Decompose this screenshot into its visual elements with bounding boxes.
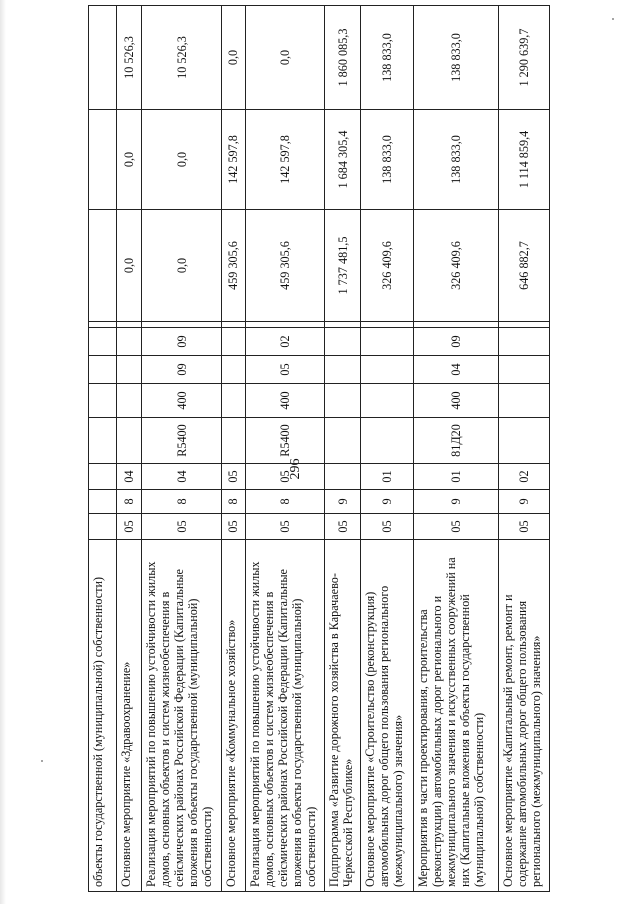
cell-rz — [325, 328, 360, 356]
cell-rz — [498, 328, 549, 356]
cell-vr — [116, 356, 142, 384]
cell-om — [325, 464, 360, 490]
cell-name: Мероприятия в части проектирования, строительства (реконструкции) автомобильных дорог регионального и межмуниципального значения и искусственных сооружений на них (Капитальные вложения в объекты государственной (муниципальной) собственности) — [413, 540, 498, 892]
cell-v2: 142 597,8 — [245, 110, 325, 210]
cell-pr — [116, 322, 142, 328]
cell-v3: 1 860 085,3 — [325, 6, 360, 110]
table-row — [413, 6, 498, 892]
cell-name: Основное мероприятие «Строительство (реконструкция) автомобильных дорог общего пользования регионального (межмуниципального) значения» — [360, 540, 413, 892]
cell-vr: 05 — [245, 356, 325, 384]
cell-vr: 09 — [142, 356, 222, 384]
cell-cs — [498, 418, 549, 464]
table-row — [498, 6, 549, 892]
cell-cs — [360, 418, 413, 464]
cell-v2: 0,0 — [116, 110, 142, 210]
page-number: 296 — [288, 458, 303, 480]
cell-pr — [498, 322, 549, 328]
cell-grbs: 400 — [413, 384, 498, 418]
cell-rz: 02 — [245, 328, 325, 356]
cell-gp: 05 — [413, 514, 498, 540]
cell-pr — [222, 322, 245, 328]
cell-v2 — [89, 110, 117, 210]
cell-om: 01 — [413, 464, 498, 490]
cell-grbs: 400 — [142, 384, 222, 418]
cell-v3: 1 290 639,7 — [498, 6, 549, 110]
cell-grbs — [360, 384, 413, 418]
cell-pgp: 8 — [116, 490, 142, 514]
cell-vr — [325, 356, 360, 384]
scan-speck — [612, 18, 614, 20]
scan-speck — [41, 760, 43, 762]
cell-vr — [89, 356, 117, 384]
table-row — [142, 6, 222, 892]
cell-grbs — [89, 384, 117, 418]
table-row — [222, 6, 245, 892]
cell-grbs — [116, 384, 142, 418]
cell-name: Основное мероприятие «Коммунальное хозяйство» — [222, 540, 245, 892]
cell-v3: 10 526,3 — [116, 6, 142, 110]
cell-v2: 142 597,8 — [222, 110, 245, 210]
cell-vr — [222, 356, 245, 384]
cell-v1: 646 882,7 — [498, 210, 549, 322]
cell-v3: 138 833,0 — [413, 6, 498, 110]
cell-om: 04 — [116, 464, 142, 490]
cell-grbs — [325, 384, 360, 418]
cell-name: Основное мероприятие «Здравоохранение» — [116, 540, 142, 892]
cell-v3 — [89, 6, 117, 110]
cell-gp: 05 — [222, 514, 245, 540]
cell-name: Основное мероприятие «Капитальный ремонт, ремонт и содержание автомобильных дорог общего пользования регионального (межмуниципального) значения» — [498, 540, 549, 892]
cell-v2: 138 833,0 — [413, 110, 498, 210]
cell-cs — [325, 418, 360, 464]
cell-cs: 81Д20 — [413, 418, 498, 464]
table-row — [325, 6, 360, 892]
cell-v1: 459 305,6 — [222, 210, 245, 322]
table-body — [89, 6, 550, 892]
cell-gp: 05 — [142, 514, 222, 540]
cell-rz — [222, 328, 245, 356]
cell-gp: 05 — [360, 514, 413, 540]
cell-pgp: 8 — [142, 490, 222, 514]
cell-cs — [89, 418, 117, 464]
cell-name: Реализация мероприятий по повышению устойчивости жилых домов, основных объектов и систем жизнеобеспечения в сейсмических районах Российской Федерации (Капитальные вложения в объекты государственной (муниципальной) собственности) — [142, 540, 222, 892]
cell-v2: 0,0 — [142, 110, 222, 210]
cell-pgp: 9 — [413, 490, 498, 514]
cell-gp: 05 — [498, 514, 549, 540]
cell-v3: 0,0 — [222, 6, 245, 110]
cell-rz: 09 — [413, 328, 498, 356]
table-row — [360, 6, 413, 892]
cell-v2: 138 833,0 — [360, 110, 413, 210]
cell-om: 04 — [142, 464, 222, 490]
cell-v3: 0,0 — [245, 6, 325, 110]
cell-gp: 05 — [245, 514, 325, 540]
cell-rz — [116, 328, 142, 356]
cell-rz — [360, 328, 413, 356]
cell-v1: 0,0 — [142, 210, 222, 322]
cell-pgp: 9 — [325, 490, 360, 514]
cell-pr — [89, 322, 117, 328]
scan-edge-shadow — [0, 0, 6, 904]
cell-rz — [89, 328, 117, 356]
cell-cs — [222, 418, 245, 464]
cell-rz: 09 — [142, 328, 222, 356]
budget-table — [88, 5, 550, 892]
cell-grbs: 400 — [245, 384, 325, 418]
cell-pr — [142, 322, 222, 328]
cell-vr — [360, 356, 413, 384]
cell-pr — [325, 322, 360, 328]
table-row — [89, 6, 117, 892]
cell-pr — [360, 322, 413, 328]
cell-gp — [89, 514, 117, 540]
cell-gp: 05 — [116, 514, 142, 540]
cell-om: 05 — [222, 464, 245, 490]
cell-pr — [413, 322, 498, 328]
cell-pgp: 9 — [498, 490, 549, 514]
cell-vr: 04 — [413, 356, 498, 384]
cell-om: 02 — [498, 464, 549, 490]
cell-cs — [116, 418, 142, 464]
cell-v1 — [89, 210, 117, 322]
rotated-table-container — [88, 12, 550, 892]
cell-name: объекты государственной (муниципальной) собственности) — [89, 540, 117, 892]
cell-grbs — [498, 384, 549, 418]
cell-grbs — [222, 384, 245, 418]
cell-name: Подпрограмма «Развитие дорожного хозяйства в Карачаево-Черкесской Республике» — [325, 540, 360, 892]
cell-vr — [498, 356, 549, 384]
cell-v3: 10 526,3 — [142, 6, 222, 110]
cell-pgp — [89, 490, 117, 514]
cell-name: Реализация мероприятий по повышению устойчивости жилых домов, основных объектов и систем жизнеобеспечения в сейсмических районах Российской Федерации (Капитальные вложения в объекты государственной (муниципальной) собственности) — [245, 540, 325, 892]
table-row — [116, 6, 142, 892]
cell-v1: 1 737 481,5 — [325, 210, 360, 322]
cell-v1: 326 409,6 — [360, 210, 413, 322]
cell-v1: 326 409,6 — [413, 210, 498, 322]
cell-v2: 1 114 859,4 — [498, 110, 549, 210]
cell-v1: 459 305,6 — [245, 210, 325, 322]
cell-pgp: 9 — [360, 490, 413, 514]
cell-v2: 1 684 305,4 — [325, 110, 360, 210]
cell-v1: 0,0 — [116, 210, 142, 322]
cell-pgp: 8 — [222, 490, 245, 514]
cell-pr — [245, 322, 325, 328]
cell-om: 05 — [245, 464, 325, 490]
cell-pgp: 8 — [245, 490, 325, 514]
cell-cs: R5400 — [142, 418, 222, 464]
cell-om: 01 — [360, 464, 413, 490]
table-row — [245, 6, 325, 892]
cell-cs: R5400 — [245, 418, 325, 464]
cell-om — [89, 464, 117, 490]
cell-v3: 138 833,0 — [360, 6, 413, 110]
cell-gp: 05 — [325, 514, 360, 540]
